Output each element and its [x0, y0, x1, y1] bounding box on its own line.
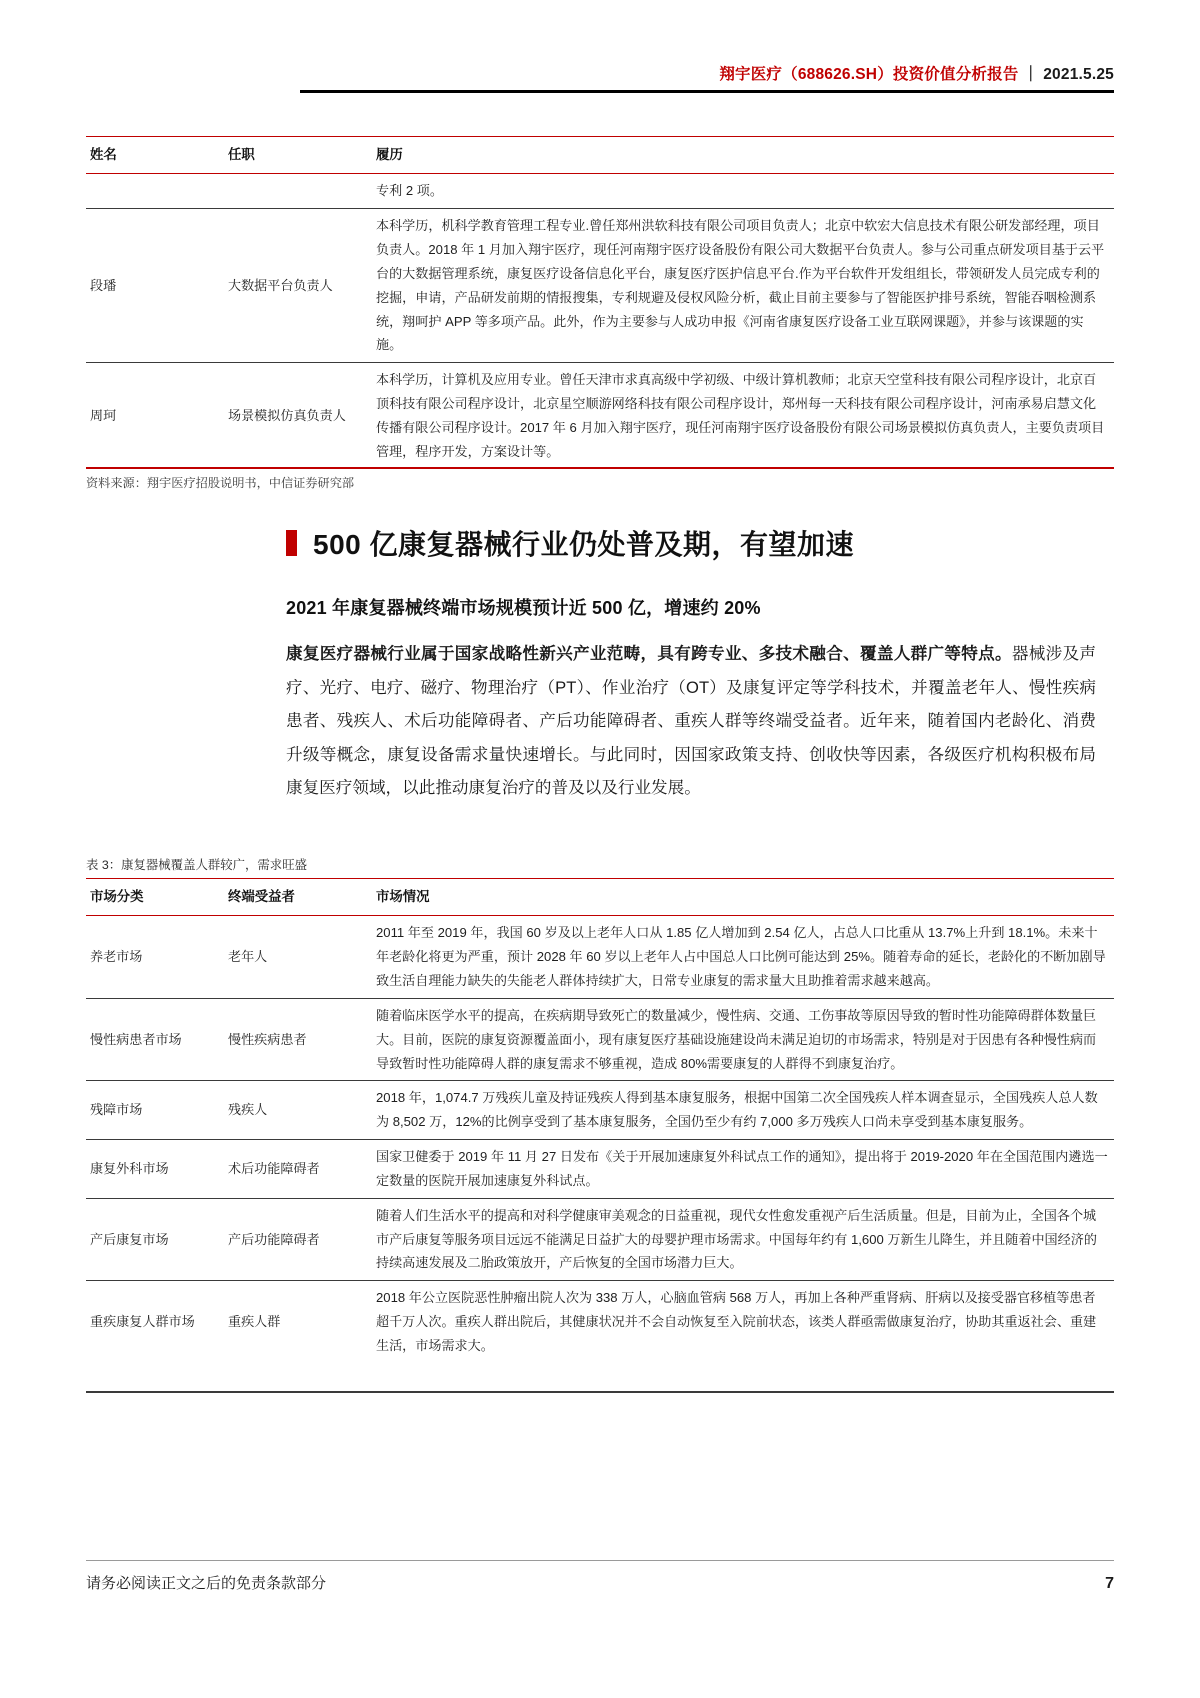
market-description: 国家卫健委于 2019 年 11 月 27 日发布《关于开展加速康复外科试点工作的通知》，提出将于 2019-2020 年在全国范围内遴选一定数量的医院开展加速康复外科试点。: [376, 1149, 1108, 1188]
column-header-bio: 履历: [376, 147, 403, 162]
table-row: [86, 1081, 1114, 1140]
paragraph-lead-bold: 康复医疗器械行业属于国家战略性新兴产业范畴，具有跨专业、多技术融合、覆盖人群广等特点。: [286, 644, 1012, 663]
column-header-name: 姓名: [90, 147, 117, 162]
market-description: 随着临床医学水平的提高，在疾病期导致死亡的数量减少，慢性病、交通、工伤事故等原因导致的暂时性功能障碍群体数量巨大。目前，医院的康复资源覆盖面小，现有康复医疗基础设施建设尚未满足迫切的市场需求，特别是对于因患有各种慢性病而导致暂时性功能障碍人群的康复需求不够重视，造成 80%需要康复的人群得不到康复治疗。: [376, 1007, 1097, 1071]
market-category: 康复外科市场: [90, 1160, 169, 1176]
header-divider: [300, 90, 1114, 93]
market-category: 养老市场: [90, 949, 143, 965]
executive-bios-table: [86, 136, 1114, 469]
table-row: [86, 1281, 1114, 1363]
page-header: [86, 62, 1114, 84]
market-coverage-table: [86, 878, 1114, 1363]
market-category: 产后康复市场: [90, 1231, 169, 1247]
table-header-row: [86, 137, 1114, 174]
bio-description: 本科学历，计算机及应用专业。曾任天津市求真高级中学初级、中级计算机教师；北京天空堂科技有限公司程序设计，北京百顶科技有限公司程序设计，北京星空顺游网络科技有限公司程序设计，郑州每一天科技有限公司程序设计，河南承易启慧文化传播有限公司程序设计。2017 年 6 月加入翔宇医疗，现任河南翔宇医疗设备股份有限公司场景模拟仿真负责人，主要负责项目管理，程序开发，方案设计等。: [376, 372, 1105, 459]
bios-table-bottom-rule: [86, 467, 1114, 469]
body-paragraph: [286, 637, 1096, 805]
bio-position: 场景模拟仿真负责人: [228, 407, 346, 423]
market-category: 重疾康复人群市场: [90, 1313, 195, 1329]
footer-disclaimer: 请务必阅读正文之后的免责条款部分: [86, 1575, 327, 1592]
market-beneficiary: 重疾人群: [228, 1313, 281, 1329]
market-beneficiary: 慢性疾病患者: [228, 1031, 307, 1047]
bio-name: 周珂: [90, 407, 117, 423]
header-report-title: 翔宇医疗（688626.SH）投资价值分析报告 ｜ 2021.5.25: [719, 66, 1114, 83]
table-row-carryover: [86, 174, 1114, 209]
section-heading: [286, 523, 1086, 563]
column-header-market-situation: 市场情况: [376, 889, 430, 904]
bios-table-source-note: 资料来源：翔宇医疗招股说明书，中信证券研究部: [86, 476, 355, 490]
market-description: 2011 年至 2019 年，我国 60 岁及以上老年人口从 1.85 亿人增加到 2.54 亿人，占总人口比重从 13.7%上升到 18.1%。未来十年老龄化将更为严重，预计 2028 年 60 岁以上老年人占中国总人口比例可能达到 25%。随着寿命的延长，老龄化的不断加剧导致生活自理能力缺失的失能老人群体持续扩大，日常专业康复的需求量大且助推着需求越来越高。: [376, 925, 1106, 989]
section-heading-text: 500 亿康复器械行业仍处普及期，有望加速: [313, 529, 854, 560]
market-table-caption: 表 3：康复器械覆盖人群较广，需求旺盛: [86, 858, 307, 872]
market-beneficiary: 老年人: [228, 949, 268, 965]
bio-description: 本科学历，机科学教育管理工程专业.曾任郑州洪软科技有限公司项目负责人；北京中软宏大信息技术有限公研发部经理，项目负责人。2018 年 1 月加入翔宇医疗，现任河南翔宇医疗设备股份有限公司大数据平台负责人。参与公司重点研发项目基于云平台的大数据管理系统，康复医疗设备信息化平台，康复医疗医护信息平台.作为平台软件开发组组长，带领研发人员完成专利的挖掘，申请，产品研发前期的情报搜集，专利规避及侵权风险分析，截止目前主要参与了智能医护排号系统，智能吞咽检测系统，翔呵护 APP 等多项产品。此外，作为主要参与人成功申报《河南省康复医疗设备工业互联网课题》，并参与该课题的实施。: [376, 218, 1105, 353]
bio-name: 段璠: [90, 277, 117, 293]
carryover-position-cell: [224, 174, 372, 209]
market-category: 残障市场: [90, 1102, 143, 1118]
carryover-bio-text: 专利 2 项。: [376, 183, 443, 199]
market-description: 随着人们生活水平的提高和对科学健康审美观念的日益重视，现代女性愈发重视产后生活质量。但是，目前为止，全国各个城市产后康复等服务项目远远不能满足日益扩大的母婴护理市场需求。中国每年约有 1,600 万新生儿降生，并且随着中国经济的持续高速发展及二胎政策放开，产后恢复的全国市场潜力巨大。: [376, 1207, 1097, 1271]
market-description: 2018 年公立医院恶性肿瘤出院人次为 338 万人，心脑血管病 568 万人，再加上各种严重肾病、肝病以及接受器官移植等患者超千万人次。重疾人群出院后，其健康状况并不会自动恢复至入院前状态，该类人群亟需做康复治疗，协助其重返社会、重建生活，市场需求大。: [376, 1290, 1097, 1353]
footer-page-number: 7: [1105, 1575, 1114, 1592]
market-category: 慢性病患者市场: [90, 1031, 182, 1047]
market-table-bottom-rule: [86, 1391, 1114, 1393]
table-row: [86, 209, 1114, 363]
table-header-row: [86, 879, 1114, 916]
paragraph-body-text: 器械涉及声疗、光疗、电疗、磁疗、物理治疗（PT）、作业治疗（OT）及康复评定等学科技术，并覆盖老年人、慢性疾病患者、残疾人、术后功能障碍者、产后功能障碍者、重疾人群等终端受益者。近年来，随着国内老龄化、消费升级等概念，康复设备需求量快速增长。与此同时，因国家政策支持、创收快等因素，各级医疗机构积极布局康复医疗领域，以此推动康复治疗的普及以及行业发展。: [286, 644, 1097, 798]
table-row: [86, 1198, 1114, 1280]
column-header-position: 任职: [228, 147, 255, 162]
table-row: [86, 363, 1114, 469]
page-footer: [86, 1572, 1114, 1593]
bio-position: 大数据平台负责人: [228, 277, 333, 293]
market-description: 2018 年，1,074.7 万残疾儿童及持证残疾人得到基本康复服务，根据中国第二次全国残疾人样本调查显示，全国残疾人总人数为 8,502 万，12%的比例享受到了基本康复服务，全国仍至少有约 7,000 多万残疾人口尚未享受到基本康复服务。: [376, 1090, 1098, 1130]
table-row: [86, 1140, 1114, 1199]
column-header-market-category: 市场分类: [90, 889, 144, 904]
column-header-beneficiary: 终端受益者: [228, 889, 295, 904]
market-beneficiary: 产后功能障碍者: [228, 1231, 320, 1247]
market-beneficiary: 残疾人: [228, 1102, 268, 1118]
table-row: [86, 916, 1114, 998]
table-row: [86, 998, 1114, 1080]
market-beneficiary: 术后功能障碍者: [228, 1160, 320, 1176]
section-bullet-icon: [286, 530, 297, 556]
sub-heading: 2021 年康复器械终端市场规模预计近 500 亿，增速约 20%: [286, 598, 761, 618]
carryover-name-cell: [86, 174, 224, 209]
footer-divider: [86, 1560, 1114, 1561]
